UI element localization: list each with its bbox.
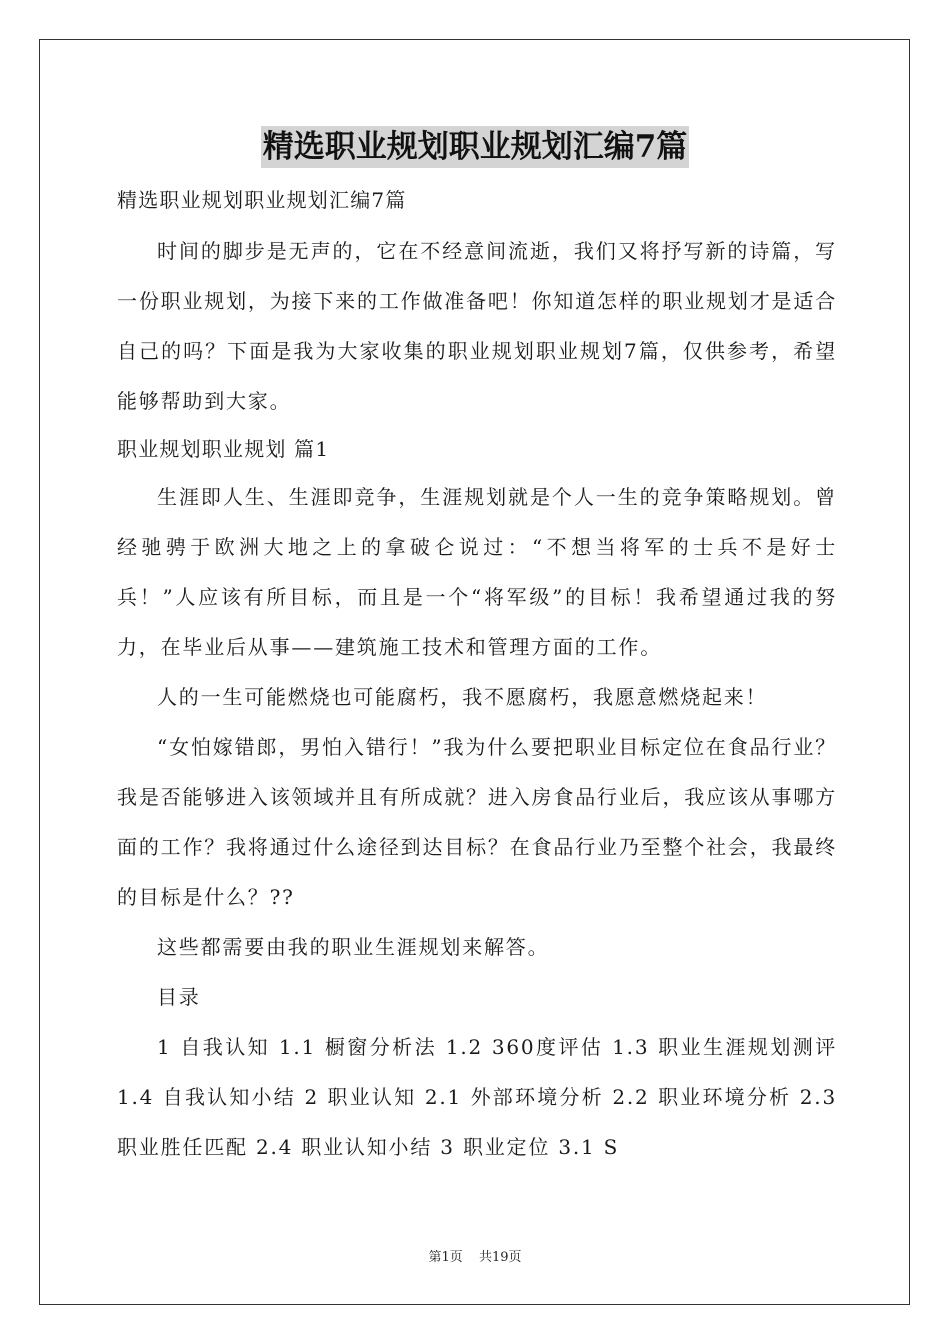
section-paragraph-1: 生涯即人生、生涯即竞争，生涯规划就是个人一生的竞争策略规划。曾经驰骋于欧洲大地之上的拿破仑说过：“不想当将军的士兵不是好士兵！”人应该有所目标，而且是一个“将军级”的目标！我希望通过我的努力，在毕业后从事——建筑施工技术和管理方面的工作。 xyxy=(117,485,837,659)
section-paragraph-4: 这些都需要由我的职业生涯规划来解答。 xyxy=(157,935,550,959)
section-heading: 职业规划职业规划 篇1 xyxy=(117,437,330,461)
section-paragraph-3: “女怕嫁错郎，男怕入错行！”我为什么要把职业目标定位在食品行业？我是否能够进入该领域并且有所成就？进入房食品行业后，我应该从事哪方面的工作？我将通过什么途径到达目标？在食品行业乃至整个社会，我最终的目标是什么？?? xyxy=(117,735,837,909)
page-footer xyxy=(0,1246,950,1265)
page-total: 共19页 xyxy=(478,1250,522,1265)
document-subtitle: 精选职业规划职业规划汇编7篇 xyxy=(117,188,407,212)
page-number: 第1页 xyxy=(428,1250,463,1265)
toc-heading: 目录 xyxy=(157,985,201,1009)
document-title: 精选职业规划职业规划汇编7篇 xyxy=(261,126,690,168)
document-body xyxy=(117,180,837,1172)
toc-content: 1 自我认知 1.1 橱窗分析法 1.2 360度评估 1.3 职业生涯规划测评 1.4 自我认知小结 2 职业认知 2.1 外部环境分析 2.2 职业环境分析 2.3 职业胜任匹配 2.4 职业认知小结 3 职业定位 3.1 S xyxy=(117,1035,837,1159)
section-paragraph-2: 人的一生可能燃烧也可能腐朽，我不愿腐朽，我愿意燃烧起来！ xyxy=(157,685,768,709)
intro-paragraph: 时间的脚步是无声的，它在不经意间流逝，我们又将抒写新的诗篇，写一份职业规划，为接下来的工作做准备吧！你知道怎样的职业规划才是适合自己的吗？下面是我为大家收集的职业规划职业规划7篇，仅供参考，希望能够帮助到大家。 xyxy=(117,239,837,413)
title-wrap xyxy=(0,126,950,168)
